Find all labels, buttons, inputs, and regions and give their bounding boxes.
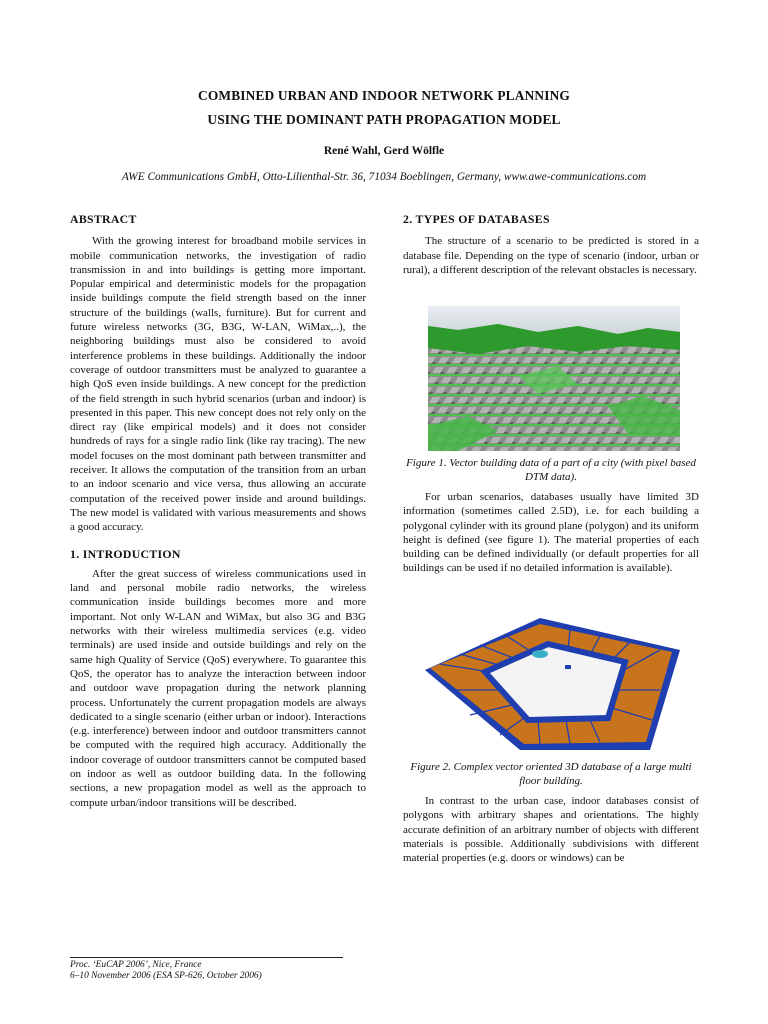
right-column-continued xyxy=(403,490,699,576)
figure-1-city-model xyxy=(428,306,680,451)
footnote-separator xyxy=(70,957,343,958)
paper-title-line-1: COMBINED URBAN AND INDOOR NETWORK PLANNING xyxy=(198,88,570,103)
databases-para-2: For urban scenarios, databases usually have limited 3D information (sometimes called 2.5D), i.e. for each building a polygonal cylinder with its ground plane (polygon) and its uniform height is defined (see figure 1). The material properties of each building can be defined individually (or default properties for all buildings can be used if no detailed information is available). xyxy=(403,491,699,575)
right-column xyxy=(403,212,699,277)
right-column-final xyxy=(403,794,699,865)
databases-para-3: In contrast to the urban case, indoor databases consist of polygons with arbitrary shapes and orientations. The highly accurate definition of an arbitrary number of objects with different materials is possible. Additionally subdivisions with different material properties (e.g. doors or windows) can be xyxy=(403,795,699,865)
authors: René Wahl, Gerd Wölfle xyxy=(323,145,445,157)
footnote-line-2: 6–10 November 2006 (ESA SP-626, October 2006) xyxy=(70,971,262,981)
paper-title-line-2: USING THE DOMINANT PATH PROPAGATION MODEL xyxy=(207,112,561,127)
footnote-line-1: Proc. ‘EuCAP 2006’, Nice, France xyxy=(70,960,202,970)
building-model-image xyxy=(420,610,685,755)
introduction-text: After the great success of wireless communications used in land and personal mobile radio networks, the wireless communication inside buildings becomes more and more important. Not only W-LAN and WiMax, but also 3G and B3G networks with their wireless multimedia services (e.g. video terminals) are used inside and outside buildings and rely on the same high Quality of Service (QoS) everywhere. To guarantee this QoS, the operator has to analyze the interaction between indoor and outdoor wave propagation during the network planning process. Unfortunately the current propagation models are always dedicated to a single scenario (either urban or indoor). Interactions (e.g. interference) between indoor and outdoor transmitters cannot be computed with the required high accuracy. Additionally the indoor coverage of outdoor transmitters cannot be computed based on indoor as well as outdoor building data. In the following sections, a new propagation model as well as the approach to compute urban/indoor transitions will be described. xyxy=(70,567,366,809)
databases-para-1: The structure of a scenario to be predicted is stored in a database file. Depending on the type of scenario (indoor, urban or rural), a different description of the relevant obstacles is necessary. xyxy=(403,235,699,276)
figure-2-caption: Figure 2. Complex vector oriented 3D database of a large multi floor building. xyxy=(410,761,692,787)
introduction-heading: 1. INTRODUCTION xyxy=(70,546,181,561)
figure-2-building-model xyxy=(420,610,685,755)
city-model-image xyxy=(428,306,680,451)
affiliation: AWE Communications GmbH, Otto-Lilienthal-Str. 36, 71034 Boeblingen, Germany, www.awe-communications.com xyxy=(121,171,647,183)
abstract-text: With the growing interest for broadband mobile services in mobile communication networks, the investigation of radio transmission in and into buildings is getting more important. Popular empirical and deterministic models for the propagation inside buildings compute the field strength based on the inner structure of the buildings (walls, furniture). But for current and future wireless networks (3G, B3G, W-LAN, WiMax,..), the neighboring buildings must also be considered to avoid interference problems in these buildings. Additionally the indoor coverage of outdoor transmitters must be analyzed to guarantee a high QoS even inside buildings. A new concept for the prediction of the field strength in such hybrid scenarios (urban and indoor) is presented in this paper. This new concept does not rely only on the direct ray (like empirical models) and it does not consider hundreds of rays for a single radio link (like ray tracing). The new model focuses on the most dominant path between transmitter and receiver. It allows the computation of the transition from an urban to an indoor scenario and vice versa, thus allowing an accurate computation of the received power inside and around buildings. The new model is validated with various measurements and shows a good accuracy. xyxy=(70,235,366,534)
figure-1-caption: Figure 1. Vector building data of a part of a city (with pixel based DTM data). xyxy=(406,457,696,483)
left-column xyxy=(70,212,366,810)
abstract-heading: ABSTRACT xyxy=(70,212,137,226)
databases-heading: 2. TYPES OF DATABASES xyxy=(403,212,550,226)
